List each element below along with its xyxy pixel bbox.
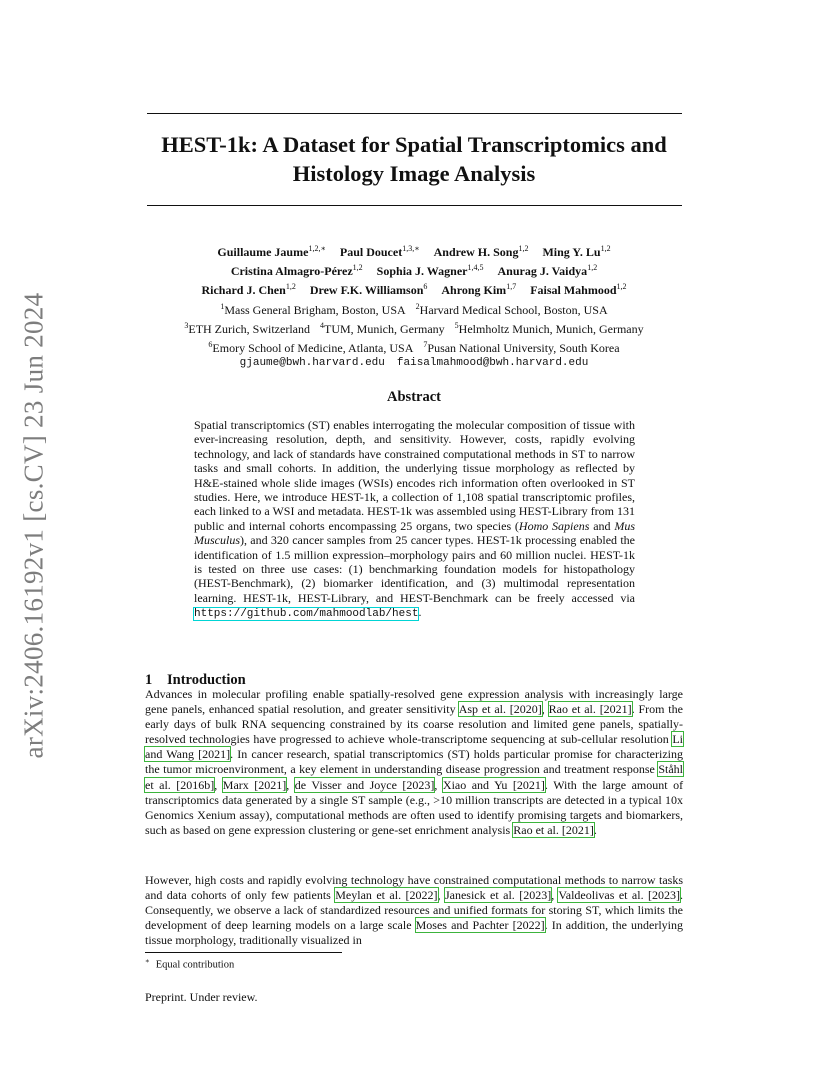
italic-term: Mus Musculus <box>194 518 635 548</box>
affiliation-mark: 6 <box>208 340 213 350</box>
footnote-mark: ∗ <box>145 957 150 965</box>
author-affiliation-mark: 1,2 <box>518 244 529 253</box>
affiliation-mark: 2 <box>415 301 420 311</box>
affiliation: $^2$Harvard Medical School, Boston, USA <box>415 301 608 317</box>
paper-title: HEST-1k: A Dataset for Spatial Transcriptomics and Histology Image Analysis <box>161 132 667 186</box>
author-affiliation-mark: 1,2 <box>352 263 363 273</box>
affiliation-mark: 3 <box>184 320 189 330</box>
author-affiliation-mark: 1,2 <box>285 282 296 292</box>
author-name: Paul Doucet$^{1,3,∗}$ <box>339 244 420 259</box>
author-affiliation-mark: 1,7 <box>506 282 517 292</box>
citation-link[interactable]: Moses and Pachter [2022] <box>415 918 545 933</box>
preprint-note: Preprint. Under review. <box>145 990 258 1004</box>
citation-link[interactable]: Rao et al. [2021] <box>548 702 632 717</box>
intro-paragraph-1: Advances in molecular profiling enable spatially-resolved gene expression analysis with increasingly large gene panels, enhanced spatial resolution, and greater sensitivity Asp et al. [2020], Rao et al. [2021]. From the early days of bulk RNA sequencing constrained by its coarse resolution and limited gene panels, spatially-resolved technologies have progressed to achieve whole-transcriptome sequencing at sub-cellular resolution Li and Wang [2021]. In cancer research, spatial transcriptomics (ST) holds particular promise for characterizing the tumor microenvironment, a key element in understanding disease progression and treatment response Ståhl et al. [2016b], Marx [2021], de Visser and Joyce [2023], Xiao and Yu [2021]. With the large amount of transcriptomics data generated by a single ST sample (e.g., >10 million transcripts are detected in a typical 10x Genomics Xenium assay), computational methods are often used to identify promising targets and biomarkers, such as based on gene expression clustering or gene-set enrichment analysis Rao et al. [2021]. <box>145 687 684 837</box>
affiliation-line <box>145 299 683 318</box>
author-email[interactable]: gjaume@bwh.harvard.edu <box>239 357 385 370</box>
repository-link[interactable]: https://github.com/mahmoodlab/hest <box>194 608 419 621</box>
email-list <box>145 356 683 371</box>
affiliation: $^5$Helmholtz Munich, Munich, Germany <box>454 320 644 336</box>
author-affiliation-mark: 1,2 <box>600 244 611 253</box>
author-line <box>145 260 683 279</box>
affiliation-mark: 4 <box>320 320 324 330</box>
author-affiliation-mark: 1,3,∗ <box>402 244 420 253</box>
citation-link[interactable]: Rao et al. [2021] <box>513 822 594 837</box>
author-line <box>145 279 683 298</box>
affiliation: $^3$ETH Zurich, Switzerland <box>184 320 310 336</box>
affiliation: $^7$Pusan National University, South Korea <box>423 340 620 356</box>
citation-link[interactable]: Marx [2021] <box>222 777 287 792</box>
author-name: Cristina Almagro-Pérez$^{1,2}$ <box>230 263 363 279</box>
affiliation-mark: 5 <box>454 320 459 330</box>
affiliation: $^4$TUM, Munich, Germany <box>320 320 445 336</box>
author-affiliation-mark: 1,4,5 <box>467 263 484 273</box>
citation-link[interactable]: Valdeolivas et al. [2023] <box>558 888 680 903</box>
author-name: Ming Y. Lu$^{1,2}$ <box>542 244 611 259</box>
author-email[interactable]: faisalmahmood@bwh.harvard.edu <box>396 357 589 370</box>
arxiv-id-text: arXiv:2406.16192v1 [cs.CV] 23 Jun 2024 <box>18 292 49 758</box>
author-name: Andrew H. Song$^{1,2}$ <box>433 244 529 259</box>
citation-link[interactable]: de Visser and Joyce [2023] <box>294 777 435 792</box>
citation-link[interactable]: Ståhl et al. [2016b] <box>145 762 683 792</box>
citation-link[interactable]: Asp et al. [2020] <box>458 702 542 717</box>
author-name: Faisal Mahmood$^{1,2}$ <box>530 282 627 298</box>
citation-link[interactable]: Meylan et al. [2022] <box>335 888 438 903</box>
author-affiliation-mark: 1,2 <box>587 263 598 273</box>
author-affiliation-mark: 1,2 <box>616 282 627 292</box>
footnote-rule <box>145 952 342 953</box>
affiliation-mark: 7 <box>423 340 428 350</box>
author-name: Anurag J. Vaidya$^{1,2}$ <box>497 263 598 279</box>
title-rule-top <box>147 113 682 114</box>
affiliation: $^1$Mass General Brigham, Boston, USA <box>220 301 406 317</box>
italic-term: Homo Sapiens <box>518 518 590 533</box>
author-line <box>145 241 683 260</box>
arxiv-identifier-stamp <box>10 290 58 760</box>
section-title: Introduction <box>167 672 246 688</box>
affiliation-line <box>145 318 683 337</box>
author-affiliation-mark: 1,2,∗ <box>308 244 326 253</box>
citation-link[interactable]: Janesick et al. [2023] <box>444 888 552 903</box>
author-name: Ahrong Kim$^{1,7}$ <box>441 282 517 298</box>
author-name: Sophia J. Wagner$^{1,4,5}$ <box>376 263 484 279</box>
abstract-text: Spatial transcriptomics (ST) enables interrogating the molecular composition of tissue with ever-increasing resolution, depth, and sensitivity. However, costs, rapidly evolving technology, and lack of standards have constrained computational methods in ST to narrow tasks and small cohorts. In addition, the underlying tissue morphology as reflected by H&E-stained whole slide images (WSIs) encodes rich information often overlooked in ST studies. Here, we introduce HEST-1k, a collection of 1,108 spatial transcriptomic profiles, each linked to a WSI and metadata. HEST-1k was assembled using HEST-Library from 131 public and internal cohorts encompassing 25 organs, two species (Homo Sapiens and Mus Musculus), and 320 cancer samples from 25 cancer types. HEST-1k processing enabled the identification of 1.5 million expression–morphology pairs and 60 million nuclei. HEST-1k is tested on three use cases: (1) benchmarking foundation models for histopathology (HEST-Benchmark), (2) biomarker identification, and (3) multimodal representation learning. HEST-1k, HEST-Library, and HEST-Benchmark can be freely accessed via https://github.com/mahmoodlab/hest. <box>194 418 635 621</box>
author-block <box>145 241 683 371</box>
author-name: Guillaume Jaume$^{1,2,∗}$ <box>217 244 326 259</box>
affiliation-list <box>145 299 683 357</box>
footnote <box>145 957 234 971</box>
author-affiliation-mark: 6 <box>423 282 428 292</box>
title-rule-bottom <box>147 205 682 206</box>
affiliation-mark: 1 <box>220 301 225 311</box>
citation-link[interactable]: Li and Wang [2021] <box>145 732 683 762</box>
citation-link[interactable]: Xiao and Yu [2021] <box>442 777 545 792</box>
affiliation-line <box>145 337 683 356</box>
section-number: 1 <box>145 672 153 688</box>
author-list <box>145 241 683 299</box>
abstract-heading: Abstract <box>387 389 441 405</box>
affiliation: $^6$Emory School of Medicine, Atlanta, USA <box>208 340 414 356</box>
intro-paragraph-2: However, high costs and rapidly evolving technology have constrained computational methods to narrow tasks and data cohorts of only few patients Meylan et al. [2022], Janesick et al. [2023], Valdeolivas et al. [2023]. Consequently, we observe a lack of standardized resources and unified formats for storing ST, which limits the development of deep learning models on a large scale Moses and Pachter [2022]. In addition, the underlying tissue morphology, traditionally visualized in <box>145 873 683 948</box>
footnote-text: Equal contribution <box>155 959 235 971</box>
author-name: Richard J. Chen$^{1,2}$ <box>201 282 296 298</box>
author-name: Drew F.K. Williamson$^6$ <box>309 282 428 298</box>
